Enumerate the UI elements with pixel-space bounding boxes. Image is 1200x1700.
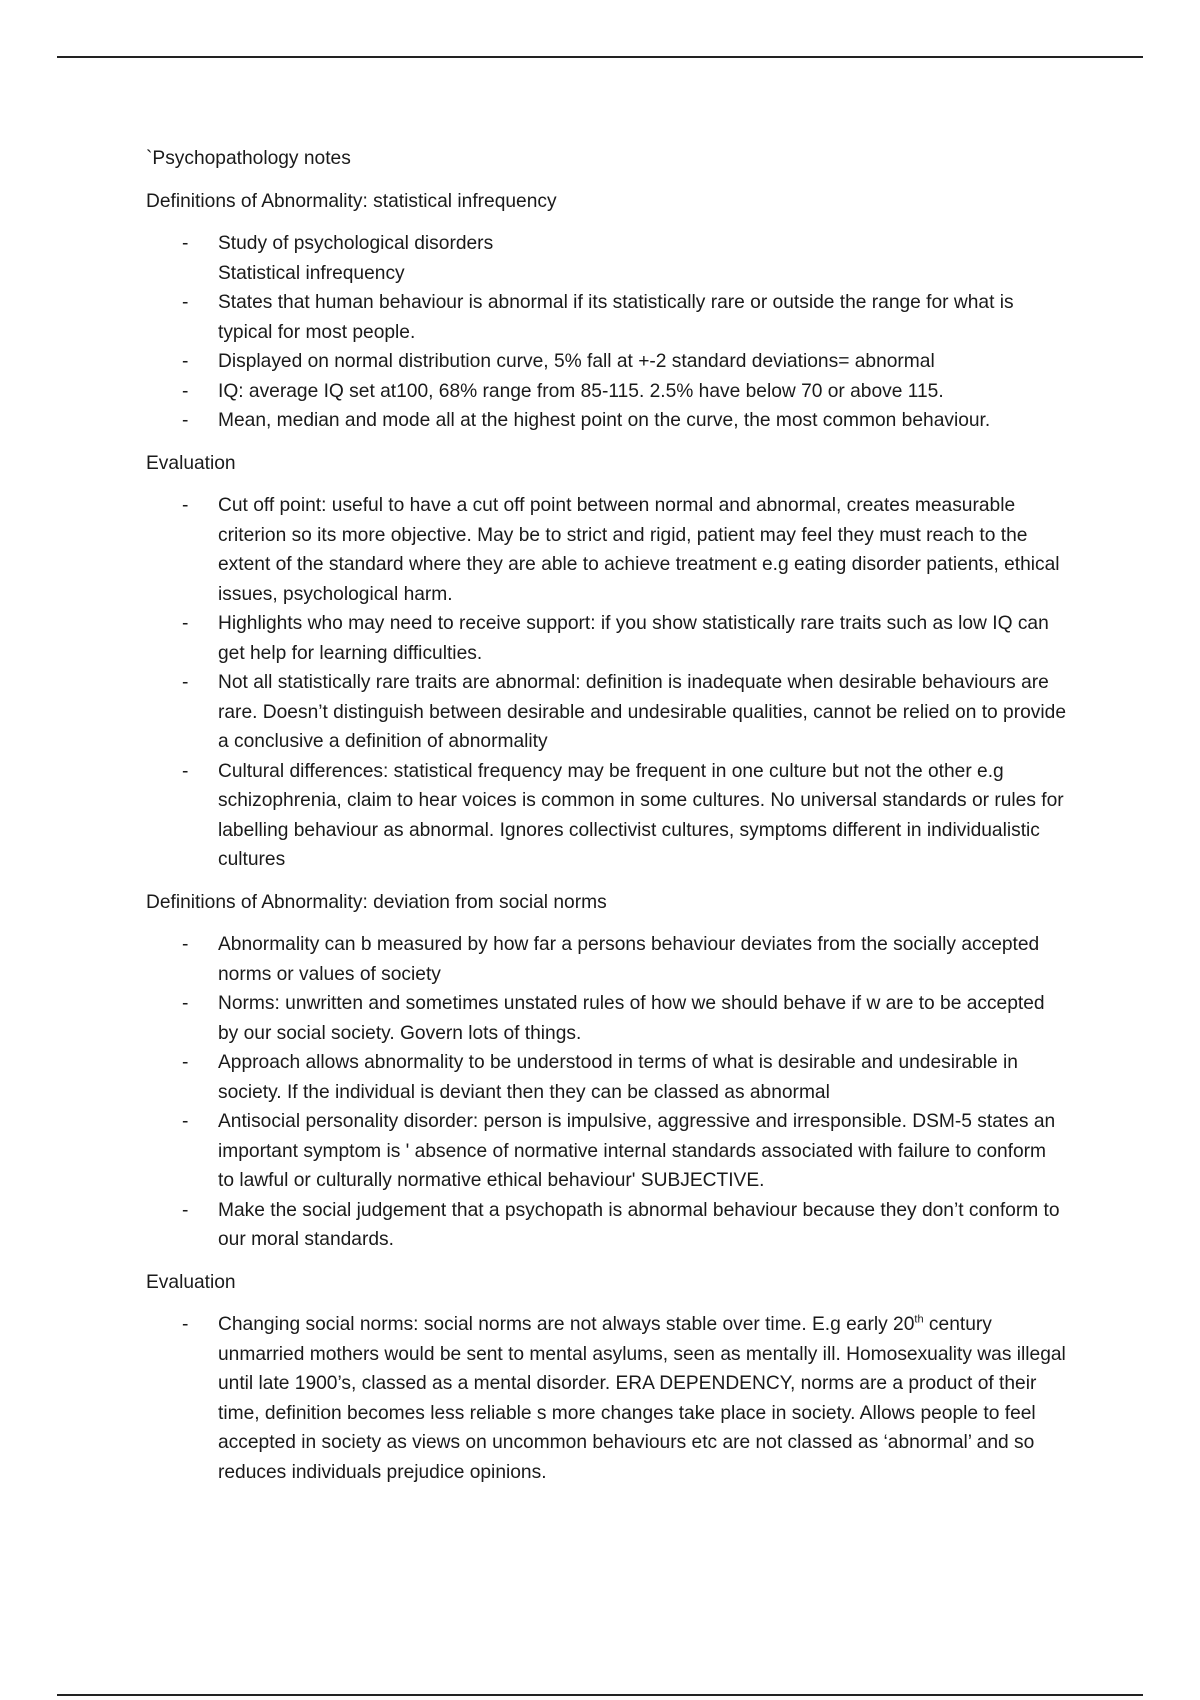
- bullet-list: [146, 491, 1066, 875]
- list-item: - Not all statistically rare traits are abnormal: definition is inadequate when desirable behaviours are rare. Doesn’t distinguish between desirable and undesirable qualities, cannot be relied on to provide a conclusive a definition of abnormality: [146, 668, 1066, 757]
- list-item: - Highlights who may need to receive support: if you show statistically rare traits such as low IQ can get help for learning difficulties.: [146, 609, 1066, 668]
- list-item: - Antisocial personality disorder: person is impulsive, aggressive and irresponsible. DSM-5 states an important symptom is ' absence of normative internal standards associated with failure to conform to lawful or culturally normative ethical behaviour' SUBJECTIVE.: [146, 1107, 1066, 1196]
- document-body: [146, 144, 1066, 1500]
- list-item: [146, 1310, 1066, 1487]
- section-heading: Evaluation: [146, 1271, 236, 1293]
- bullet-list: [146, 229, 1066, 436]
- list-item: - Study of psychological disorders: [146, 229, 1066, 259]
- list-item-continuation: Statistical infrequency: [218, 262, 405, 284]
- bullet-list: [146, 930, 1066, 1255]
- section-heading: Definitions of Abnormality: statistical infrequency: [146, 190, 557, 212]
- list-item: - Displayed on normal distribution curve, 5% fall at +-2 standard deviations= abnormal: [146, 347, 1066, 377]
- list-item: - Abnormality can b measured by how far a persons behaviour deviates from the socially accepted norms or values of society: [146, 930, 1066, 989]
- list-item: - Cut off point: useful to have a cut off point between normal and abnormal, creates measurable criterion so its more objective. May be to strict and rigid, patient may feel they must reach to the extent of the standard where they are able to achieve treatment e.g eating disorder patients, ethical issues, psychological harm.: [146, 491, 1066, 609]
- list-item: - States that human behaviour is abnormal if its statistically rare or outside the range for what is typical for most people.: [146, 288, 1066, 347]
- page-bottom-rule: [57, 1694, 1143, 1696]
- list-item: - Mean, median and mode all at the highest point on the curve, the most common behaviour.: [146, 406, 1066, 436]
- bullet-list: [146, 1310, 1066, 1487]
- list-item: - Cultural differences: statistical frequency may be frequent in one culture but not the other e.g schizophrenia, claim to hear voices is common in some cultures. No universal standards or rules for labelling behaviour as abnormal. Ignores collectivist cultures, symptoms different in individualistic cultures: [146, 757, 1066, 875]
- superscript-ordinal: th: [914, 1313, 924, 1326]
- section-heading: Evaluation: [146, 452, 236, 474]
- document-title: `Psychopathology notes: [146, 148, 351, 169]
- list-item: - Approach allows abnormality to be understood in terms of what is desirable and undesirable in society. If the individual is deviant then they can be classed as abnormal: [146, 1048, 1066, 1107]
- section-heading: Definitions of Abnormality: deviation from social norms: [146, 891, 607, 913]
- list-item: - Norms: unwritten and sometimes unstated rules of how we should behave if w are to be accepted by our social society. Govern lots of things.: [146, 989, 1066, 1048]
- list-item-text-end: century unmarried mothers would be sent to mental asylums, seen as mentally ill. Homosexuality was illegal until late 1900’s, classed as a mental disorder. ERA DEPENDENCY, norms are a product of their time, definition becomes less reliable s more changes take place in society. Allows people to feel accepted in society as views on uncommon behaviours etc are not classed as ‘abnormal’ and so reduces individuals prejudice opinions.: [218, 1314, 1066, 1483]
- list-item: - Make the social judgement that a psychopath is abnormal behaviour because they don’t conform to our moral standards.: [146, 1196, 1066, 1255]
- page-top-rule: [57, 56, 1143, 58]
- list-item-text-start: Changing social norms: social norms are not always stable over time. E.g early 20: [218, 1314, 915, 1335]
- list-item: - IQ: average IQ set at100, 68% range from 85-115. 2.5% have below 70 or above 115.: [146, 377, 1066, 407]
